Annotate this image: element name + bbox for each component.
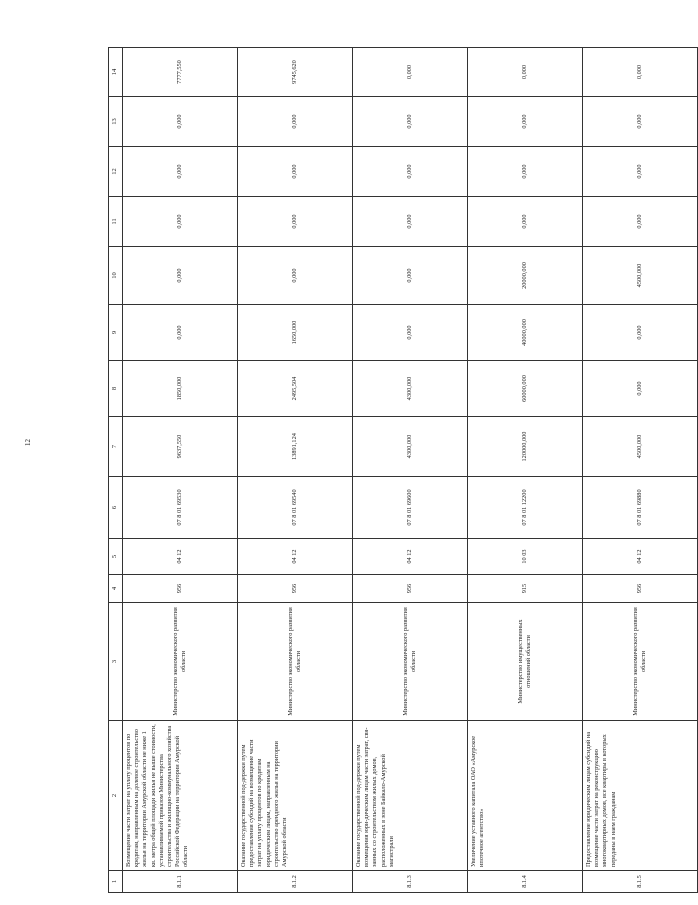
responsible-executor: Министерство экономического развития области <box>238 603 353 721</box>
amount-cell: 0,000 <box>123 97 238 147</box>
amount-cell: 0,000 <box>238 97 353 147</box>
column-number: 12 <box>109 147 123 197</box>
section-code: 04 12 <box>238 539 353 575</box>
item-number: 8.1.1 <box>123 871 238 893</box>
amount-cell: 4300,000 <box>353 361 468 417</box>
amount-cell: 0,000 <box>353 197 468 247</box>
responsible-executor: Министерство имущественных отношений области <box>468 603 583 721</box>
amount-cell: 0,000 <box>353 97 468 147</box>
amount-cell: 7777,550 <box>123 48 238 97</box>
grbs-code: 956 <box>123 575 238 603</box>
target-article-code: 07 8 01 69540 <box>238 477 353 539</box>
amount-cell: 1850,000 <box>123 361 238 417</box>
amount-cell: 0,000 <box>468 97 583 147</box>
section-code: 10 03 <box>468 539 583 575</box>
column-number: 2 <box>109 721 123 871</box>
grbs-code: 956 <box>583 575 698 603</box>
target-article-code: 07 8 01 69880 <box>583 477 698 539</box>
amount-cell: 20000,000 <box>468 247 583 305</box>
amount-cell: 0,000 <box>353 305 468 361</box>
measure-description: Оказание государственной под-держки путем предоставления субсидий на возмещение части затрат на уплату процентов по кредитам юридическим лицам, направленным на строительство арендного жилья на территории Амурской области <box>238 721 353 871</box>
column-number: 4 <box>109 575 123 603</box>
column-number: 6 <box>109 477 123 539</box>
table-row <box>583 48 698 893</box>
amount-cell: 0,000 <box>123 147 238 197</box>
amount-cell: 0,000 <box>238 147 353 197</box>
item-number: 8.1.5 <box>583 871 698 893</box>
column-number: 1 <box>109 871 123 893</box>
column-number: 9 <box>109 305 123 361</box>
amount-total: 9637,550 <box>123 417 238 477</box>
budget-table <box>108 47 698 893</box>
column-number: 10 <box>109 247 123 305</box>
amount-cell: 0,000 <box>583 147 698 197</box>
amount-cell: 0,000 <box>353 247 468 305</box>
target-article-code: 07 8 01 69600 <box>353 477 468 539</box>
section-code: 04 12 <box>123 539 238 575</box>
amount-cell: 0,000 <box>353 147 468 197</box>
amount-cell: 1650,000 <box>238 305 353 361</box>
amount-cell: 0,000 <box>583 97 698 147</box>
page-number: 12 <box>24 439 32 446</box>
amount-total: 13891,124 <box>238 417 353 477</box>
measure-description: Предоставление юридическим лицам субсидий на возмещение части затрат на реконструкцию многоквартирных домов, все квартиры в которых переданы в наем гражданам <box>583 721 698 871</box>
amount-cell: 40000,000 <box>468 305 583 361</box>
measure-description: Оказание государственной под-держки путем возмещения юри-дическим лицам части затрат, свя-занных со строительством жилых домов, расположенных в зоне Байкало-Амурской магистрали <box>353 721 468 871</box>
column-number: 5 <box>109 539 123 575</box>
column-number: 8 <box>109 361 123 417</box>
responsible-executor: Министерство экономического развития области <box>353 603 468 721</box>
amount-cell: 0,000 <box>583 361 698 417</box>
amount-cell: 0,000 <box>468 147 583 197</box>
amount-total: 4500,000 <box>583 417 698 477</box>
column-number: 7 <box>109 417 123 477</box>
amount-cell: 0,000 <box>583 197 698 247</box>
amount-cell: 0,000 <box>123 247 238 305</box>
amount-cell: 4500,000 <box>583 247 698 305</box>
column-number: 13 <box>109 97 123 147</box>
target-article-code: 07 8 01 69530 <box>123 477 238 539</box>
column-number: 3 <box>109 603 123 721</box>
amount-cell: 60000,000 <box>468 361 583 417</box>
column-number: 14 <box>109 48 123 97</box>
amount-cell: 2495,504 <box>238 361 353 417</box>
grbs-code: 956 <box>238 575 353 603</box>
amount-cell: 0,000 <box>468 197 583 247</box>
target-article-code: 07 8 01 12200 <box>468 477 583 539</box>
table-row <box>353 48 468 893</box>
amount-cell: 0,000 <box>123 197 238 247</box>
item-number: 8.1.2 <box>238 871 353 893</box>
section-code: 04 12 <box>353 539 468 575</box>
column-number: 11 <box>109 197 123 247</box>
amount-cell: 9745,620 <box>238 48 353 97</box>
item-number: 8.1.3 <box>353 871 468 893</box>
table-row <box>468 48 583 893</box>
amount-cell: 0,000 <box>353 48 468 97</box>
measure-description: Увеличение уставного капитала ОАО «Амурское ипотечное агентство» <box>468 721 583 871</box>
column-number-row <box>109 48 123 893</box>
amount-cell: 0,000 <box>238 247 353 305</box>
table-row <box>238 48 353 893</box>
section-code: 04 12 <box>583 539 698 575</box>
amount-cell: 0,000 <box>123 305 238 361</box>
table-row <box>123 48 238 893</box>
amount-cell: 0,000 <box>583 305 698 361</box>
amount-cell: 0,000 <box>583 48 698 97</box>
responsible-executor: Министерство экономического развития области <box>583 603 698 721</box>
amount-cell: 0,000 <box>238 197 353 247</box>
grbs-code: 956 <box>353 575 468 603</box>
amount-cell: 0,000 <box>468 48 583 97</box>
item-number: 8.1.4 <box>468 871 583 893</box>
responsible-executor: Министерство экономического развития области <box>123 603 238 721</box>
grbs-code: 915 <box>468 575 583 603</box>
measure-description: Возмещение части затрат на уплату процентов по кредитам, направленным на долевое строительство жилья на территории Амурской области не ниже 1 кв. метра общей площади жилья не выше стоимости, устанавливаемой приказом Министерства строительства и жилищно-коммунального хозяйства Российской Федерации на территории Амурской области <box>123 721 238 871</box>
rotated-table-wrapper <box>108 48 647 893</box>
amount-total: 120000,000 <box>468 417 583 477</box>
amount-total: 4300,000 <box>353 417 468 477</box>
